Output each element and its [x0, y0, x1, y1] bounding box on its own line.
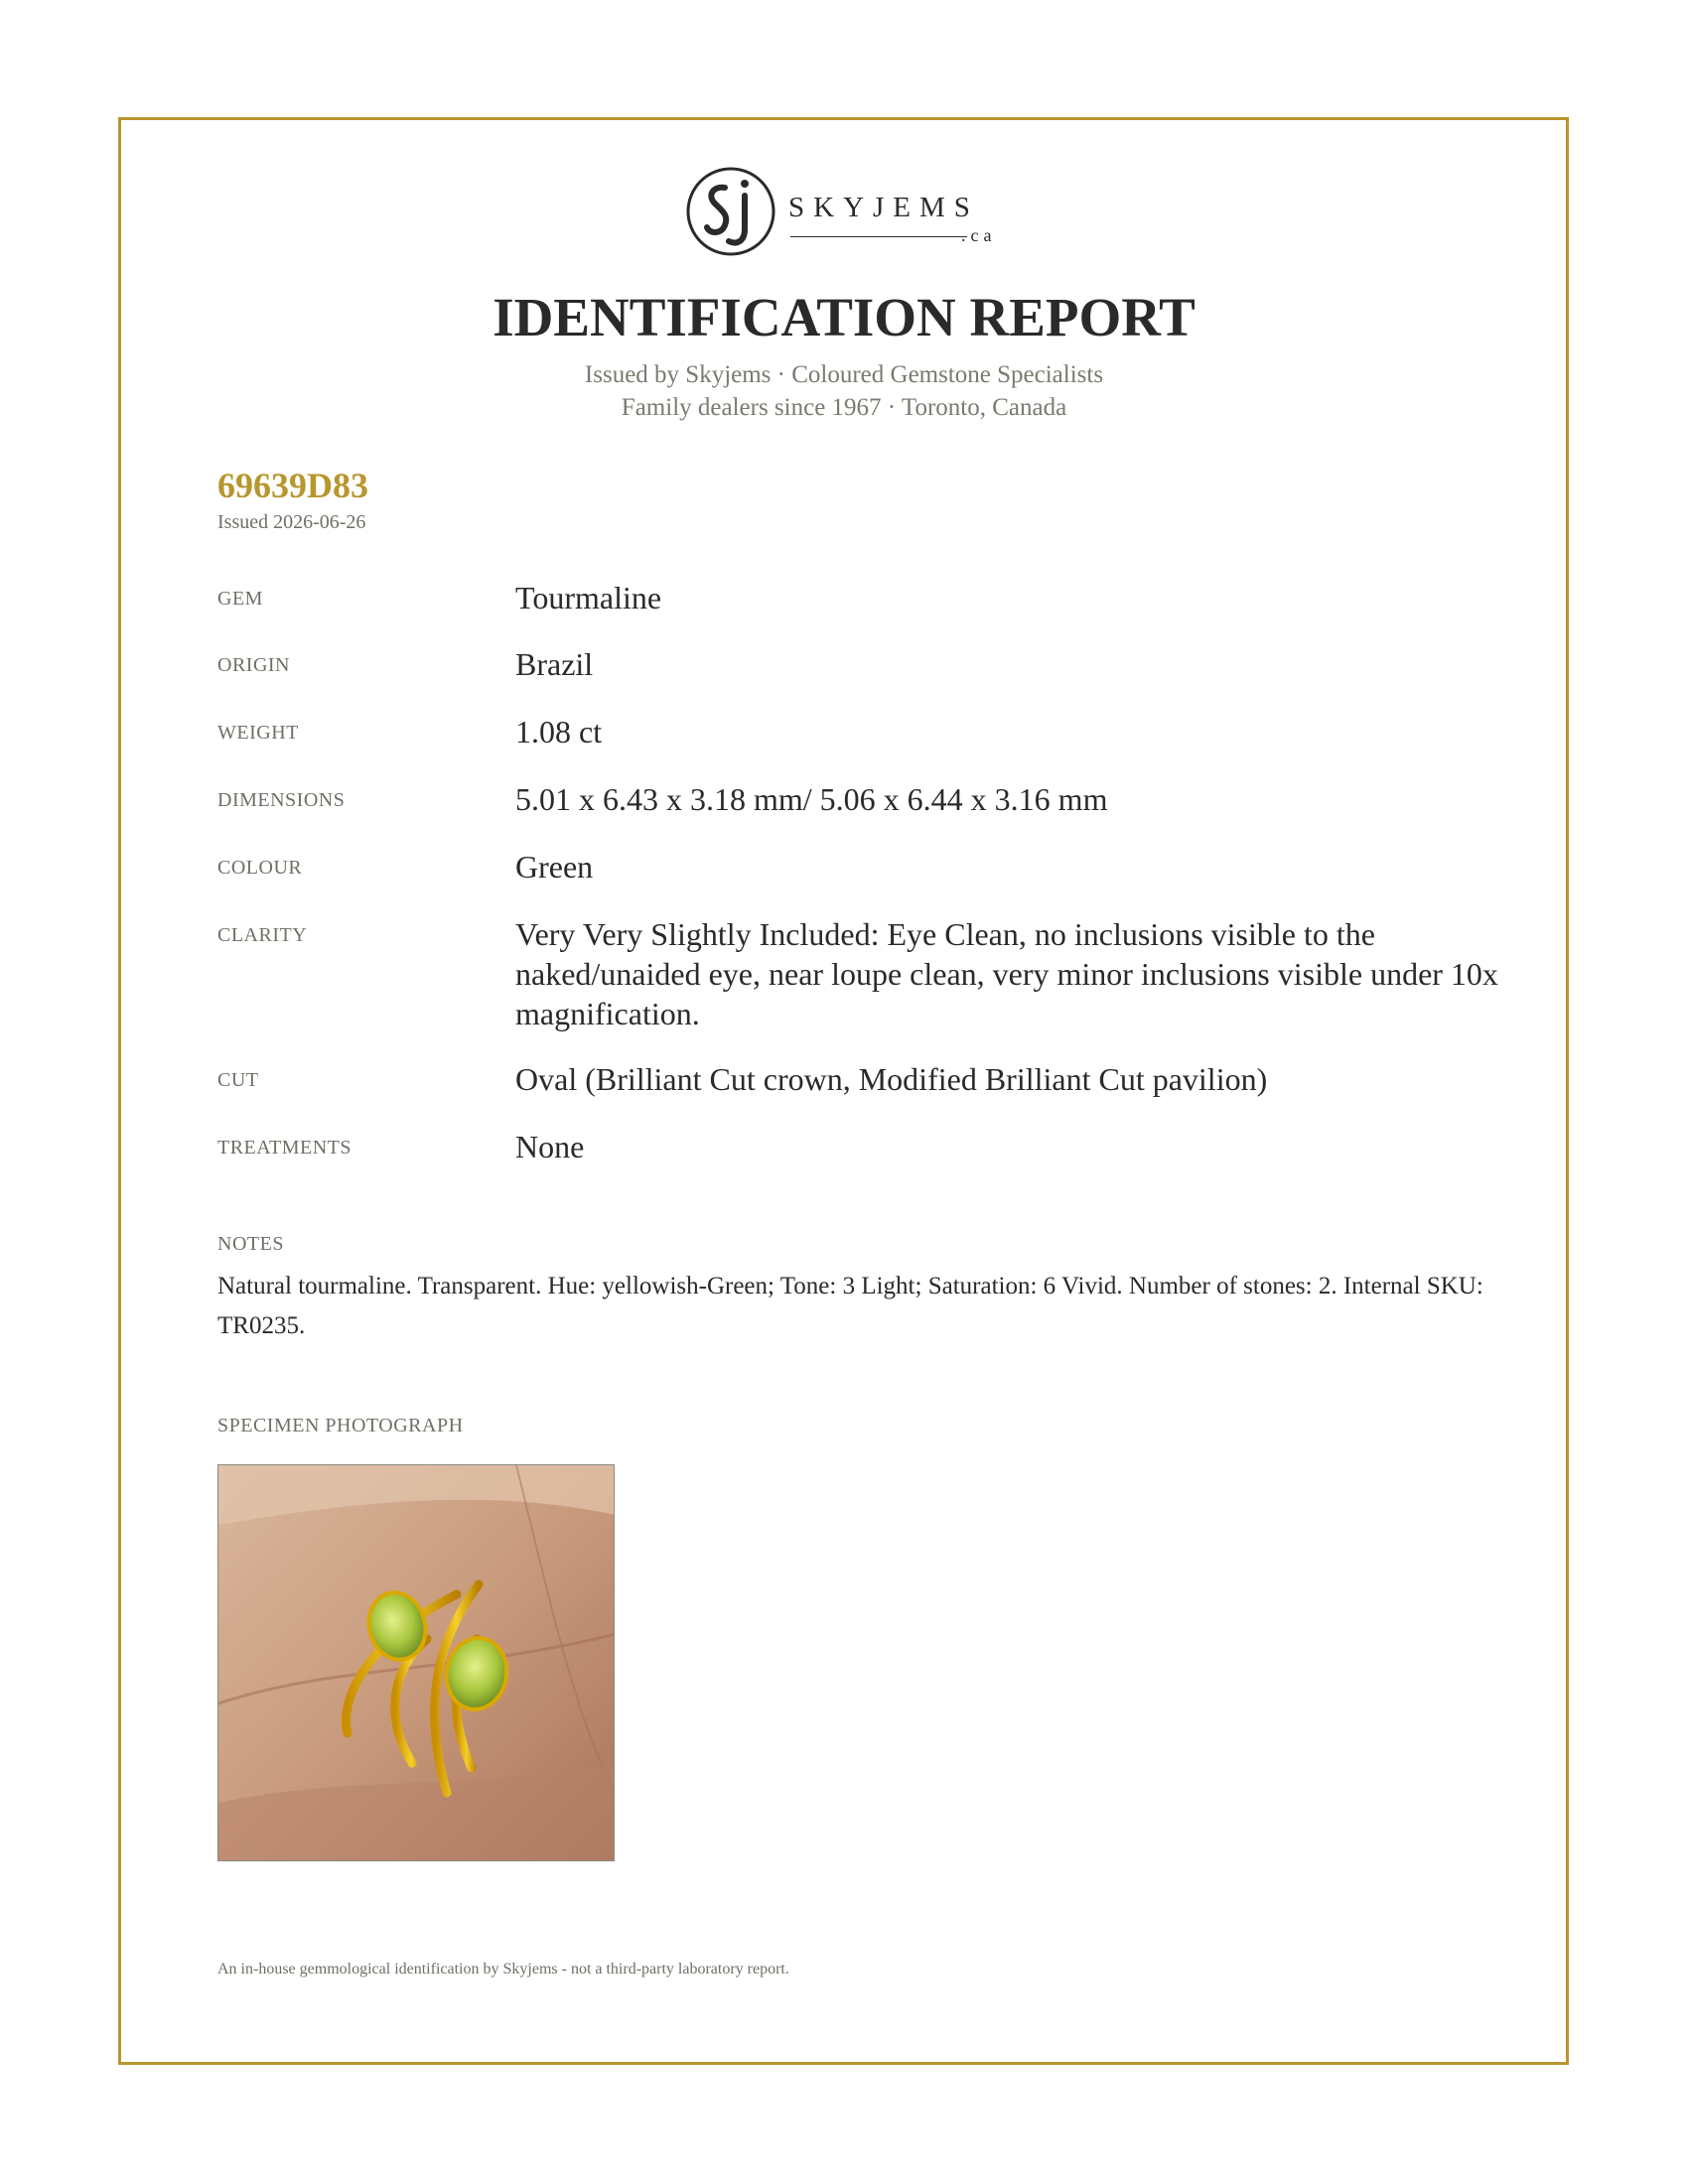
field-label: TREATMENTS	[217, 1137, 352, 1159]
field-label: COLOUR	[217, 857, 303, 879]
report-id: 69639D83	[217, 466, 368, 505]
field-value: Oval (Brilliant Cut crown, Modified Brilliant Cut pavilion)	[515, 1061, 1268, 1097]
field-value: 5.01 x 6.43 x 3.18 mm/ 5.06 x 6.44 x 3.16 mm	[515, 781, 1108, 817]
brand-tld: .ca	[961, 225, 997, 245]
field-value: None	[515, 1129, 585, 1164]
wordmark-rule	[790, 236, 967, 237]
field-label: ORIGIN	[217, 654, 290, 676]
field-label: DIMENSIONS	[217, 789, 346, 811]
report-subtitle-line2: Family dealers since 1967 · Toronto, Canada	[621, 394, 1067, 421]
brand-wordmark: SKYJEMS	[788, 192, 979, 223]
specimen-illustration	[218, 1465, 615, 1861]
monogram-seal-icon	[685, 166, 776, 257]
specimen-photo	[217, 1464, 615, 1861]
brand-logo	[685, 166, 1013, 265]
field-value: Green	[515, 849, 594, 885]
field-label: CUT	[217, 1069, 259, 1091]
notes-text: Natural tourmaline. Transparent. Hue: yellowish-Green; Tone: 3 Light; Saturation: 6 Vivid. Number of stones: 2. Internal SKU: TR0235.	[217, 1273, 1483, 1339]
field-label: CLARITY	[217, 924, 308, 946]
disclaimer: An in-house gemmological identification by Skyjems - not a third-party laboratory report.	[217, 1961, 789, 1978]
field-value: Very Very Slightly Included: Eye Clean, no inclusions visible to the naked/unaided eye, near loupe clean, very minor inclusions visible under 10x magnification.	[515, 916, 1498, 1031]
field-value: Brazil	[515, 646, 594, 682]
notes-label: NOTES	[217, 1233, 284, 1255]
issued-date: Issued 2026-06-26	[217, 511, 366, 533]
report-title: IDENTIFICATION REPORT	[492, 287, 1196, 347]
field-label: GEM	[217, 588, 263, 610]
photo-label: SPECIMEN PHOTOGRAPH	[217, 1415, 464, 1436]
field-value: 1.08 ct	[515, 714, 603, 750]
field-label: WEIGHT	[217, 722, 299, 744]
report-subtitle-line1: Issued by Skyjems · Coloured Gemstone Specialists	[584, 361, 1104, 388]
field-value: Tourmaline	[515, 580, 662, 615]
